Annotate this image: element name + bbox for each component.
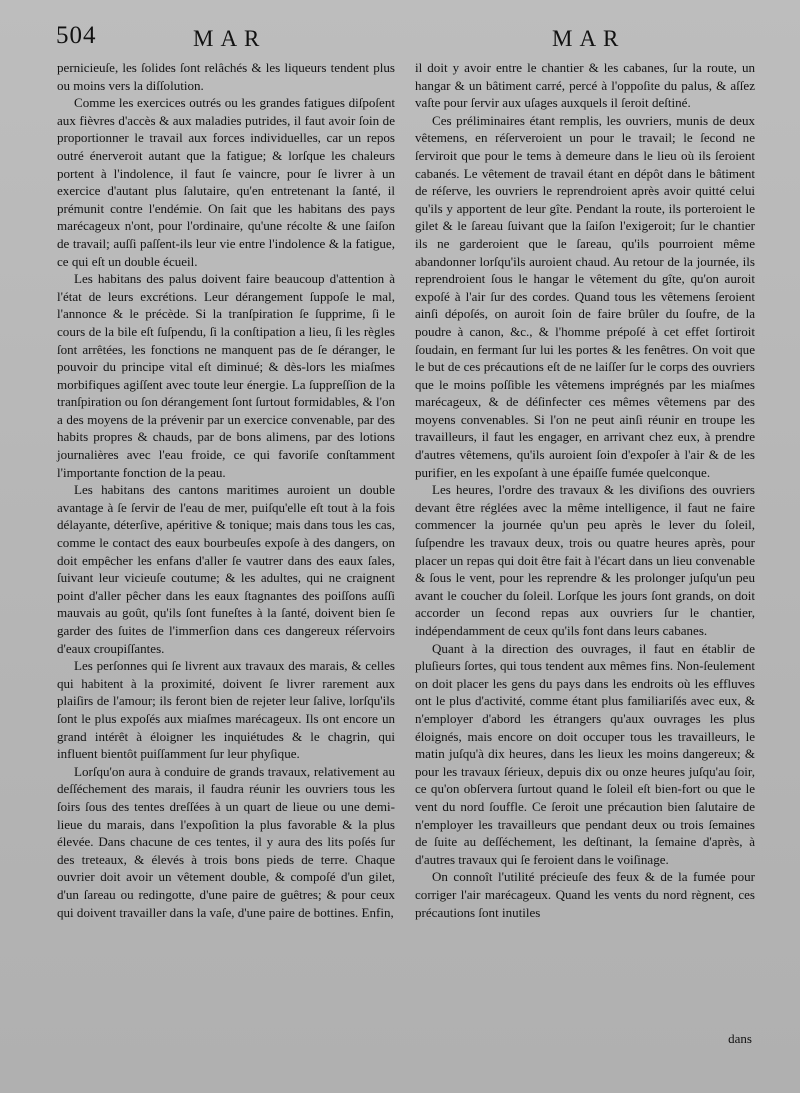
paragraph: Les habitans des palus doivent faire beaucoup d'attention à l'état de leurs excrétions. Leur dérangement ſuppoſe le mal, l'annonce & le précède. Si la tranſpiration ſe ſupprime, ſi le cours de la bile eſt ſuſpendu, ſi la conſtipation a lieu, ſi les règles ſont arrêtées, les fonctions ne manquent pas de ſe déranger, le pouvoir du principe vital eſt diminué; & dès-lors les miaſmes morbifiques agiſſent avec toute leur énergie. La ſuppreſſion de la tranſpiration ou ſon dérangement ſont ſurtout formidables, & l'on a des moyens de la prévenir par un exercice convenable, par des habits propres & chauds, par de bons alimens, par des lotions journalières avec l'eau froide, ce qui favoriſe conſtamment l'importante fonction de la peau. [57,271,395,480]
page-header [0,22,800,58]
paragraph: Les habitans des cantons maritimes auroient un double avantage à ſe ſervir de l'eau de mer, puiſqu'elle eſt tout à la fois délayante, déterſive, apéritive & tonique; mais dans tous les cas, comme le contact des eaux bourbeuſes expoſe à des dangers, on doit empêcher les enfans d'aller ſe vautrer dans des eaux ſales, ſuivant leur vicieuſe coutume; & les adultes, qui ne craignent point d'aller pêcher dans les eaux ſtagnantes des poiſſons auſſi mauvais au goût, qu'ils ſont funeſtes à la ſanté, doivent bien ſe garder des ſuites de l'immerſion dans ces dangereux réſervoirs d'eaux croupiſſantes. [57,482,395,656]
left-text-column [57,59,395,921]
paragraph: Comme les exercices outrés ou les grandes fatigues diſpoſent aux fièvres d'accès & aux maladies putrides, il faut avoir ſoin de proportionner le travail aux forces individuelles, car un repos outré énerveroit autant que la fatigue; & lorſque les chaleurs portent à l'indolence, il faut ſe vaincre, pour ſe livrer à un exercice d'autant plus ſalutaire, qu'en entretenant la ſanté, il prémunit contre l'endémie. On ſait que les habitans des pays marécageux n'ont, pour l'ordinaire, qu'une récolte & une ſaiſon de travail; auſſi paſſent-ils leur vie entre l'indolence & la fatigue, ce qui eſt un double écueil. [57,95,395,269]
paragraph: Les perſonnes qui ſe livrent aux travaux des marais, & celles qui habitent à la proximité, doivent ſe livrer rarement aux plaiſirs de l'amour; ils feront bien de rejeter leur ſalive, lorſqu'ils ſont le plus expoſés aux miaſmes marécageux. Ils ont encore un grand intérêt à éloigner les inquiétudes & le chagrin, qui influent bientôt puiſſamment ſur leur phyſique. [57,658,395,762]
right-text-column [415,59,755,921]
paragraph: pernicieuſe, les ſolides ſont relâchés & les liqueurs tendent plus ou moins vers la diſſolution. [57,60,395,93]
running-head-left: MAR [193,26,267,51]
paragraph: Lorſqu'on aura à conduire de grands travaux, relativement au deſſéchement des marais, il faudra réunir les ouvriers tous les ſoirs ſous des tentes dreſſées à un quart de lieue ou une demi-lieue du marais, dans l'expoſition la plus favorable & la plus élevée. Dans chacune de ces tentes, il y aura des lits poſés ſur des treteaux, & élevés à trois bons pieds de terre. Chaque ouvrier doit avoir un vêtement double, & compoſé d'un gilet, d'un ſareau ou redingotte, d'une paire de guêtres; & pour ceux qui doivent travailler dans la vaſe, d'une paire de bottines. Enfin, [57,763,395,920]
page-number: 504 [56,22,97,49]
paragraph: Quant à la direction des ouvrages, il faut en établir de pluſieurs ſortes, qui tous tendent aux mêmes fins. Non-ſeulement on doit placer les gens du pays dans les endroits où les effluves ont le plus d'activité, comme étant plus familiariſés avec eux, & n'employer d'abord les étrangers qu'aux ouvrages les plus éloignés, mais encore on doit occuper tous les travailleurs, le matin juſqu'à dix heures, dans les lieux les moins dangereux; & pour les travaux ſérieux, depuis dix ou onze heures juſqu'au ſoir, ce qu'on obſervera ſurtout quand le ſoleil eſt bien-fort ou que le vent du nord ſouffle. Ce ſeroit une précaution bien ſalutaire de n'employer les travailleurs que pendant deux ou trois ſemaines de ſuite au deſſéchement, les deſtinant, la ſemaine d'après, à d'autres travaux qui ſe feroient dans le voiſinage. [415,640,755,867]
paragraph: Les heures, l'ordre des travaux & les diviſions des ouvriers devant être réglées avec la même intelligence, il faut ne faire commencer la journée qu'un peu après le lever du ſoleil, ſuſpendre les travaux deux, trois ou quatre heures après, pour placer un repas qui doit être fait à l'écart dans un lieu convenable & ſous le vent, pour les reprendre & les prolonger juſqu'un peu avant le coucher du ſoleil. Lorſque les jours ſont grands, on doit accorder un ſecond repas aux ouvriers ſur le chantier, indépendamment de ceux qu'ils font dans leurs cabanes. [415,482,755,638]
paragraph: On connoît l'utilité précieuſe des feux & de la fumée pour corriger l'air marécageux. Quand les vents du nord règnent, ces précautions ſont inutiles [415,869,755,920]
paragraph: Ces préliminaires étant remplis, les ouvriers, munis de deux vêtemens, en réſerveroient un pour le travail; le ſecond ne ſerviroit que pour le tems à demeure dans le lieu où ils ſeroient cabanés. Le vêtement de travail étant en dépôt dans le bâtiment de réſerve, les ouvriers le reprendroient après avoir quitté celui qu'ils y apportent de leur gîte. Pendant la route, ils porteroient le gilet & le ſareau ſuivant que la ſaiſon l'exigeroit; ſur le chantier ils ne garderoient que le ſareau, qu'ils pourroient même abandonner lorſqu'ils auroient chaud. Au retour de la journée, ils reprendroient ſous le hangar le vêtement du gîte, qu'on auroit expoſé à l'air ſur des cordes. Quand tous les vêtemens ſeroient ainſi dépoſés, on auroit ſoin de faire brûler du ſoufre, de la poudre à canon, &c., & l'homme prépoſé à cet effet ſortiroit ſoudain, en fermant ſur lui les portes & les fenêtres. On voit que le but de ces précautions eſt de ne laiſſer ſur le corps des ouvriers que le moins poſſible les vêtemens imprégnés par les miaſmes marécageux, & de déſinfecter ces mêmes vêtemens par des moyens convenables. Si l'on ne peut ainſi réunir en troupe les travailleurs, il faut les engager, en arrivant chez eux, à prendre d'autres vêtemens, qu'ils auroient ſoin d'expoſer à l'air & de les purifier, en les expoſant à une épaiſſe fumée quelconque. [415,112,755,480]
paragraph: il doit y avoir entre le chantier & les cabanes, ſur la route, un hangar & un bâtiment carré, percé à l'oppoſite du palus, & aſſez vaſte pour ſervir aux uſages auxquels il ſeroit deſtiné. [415,60,755,111]
catchword: dans [728,1031,752,1046]
running-head-right: MAR [552,26,626,51]
